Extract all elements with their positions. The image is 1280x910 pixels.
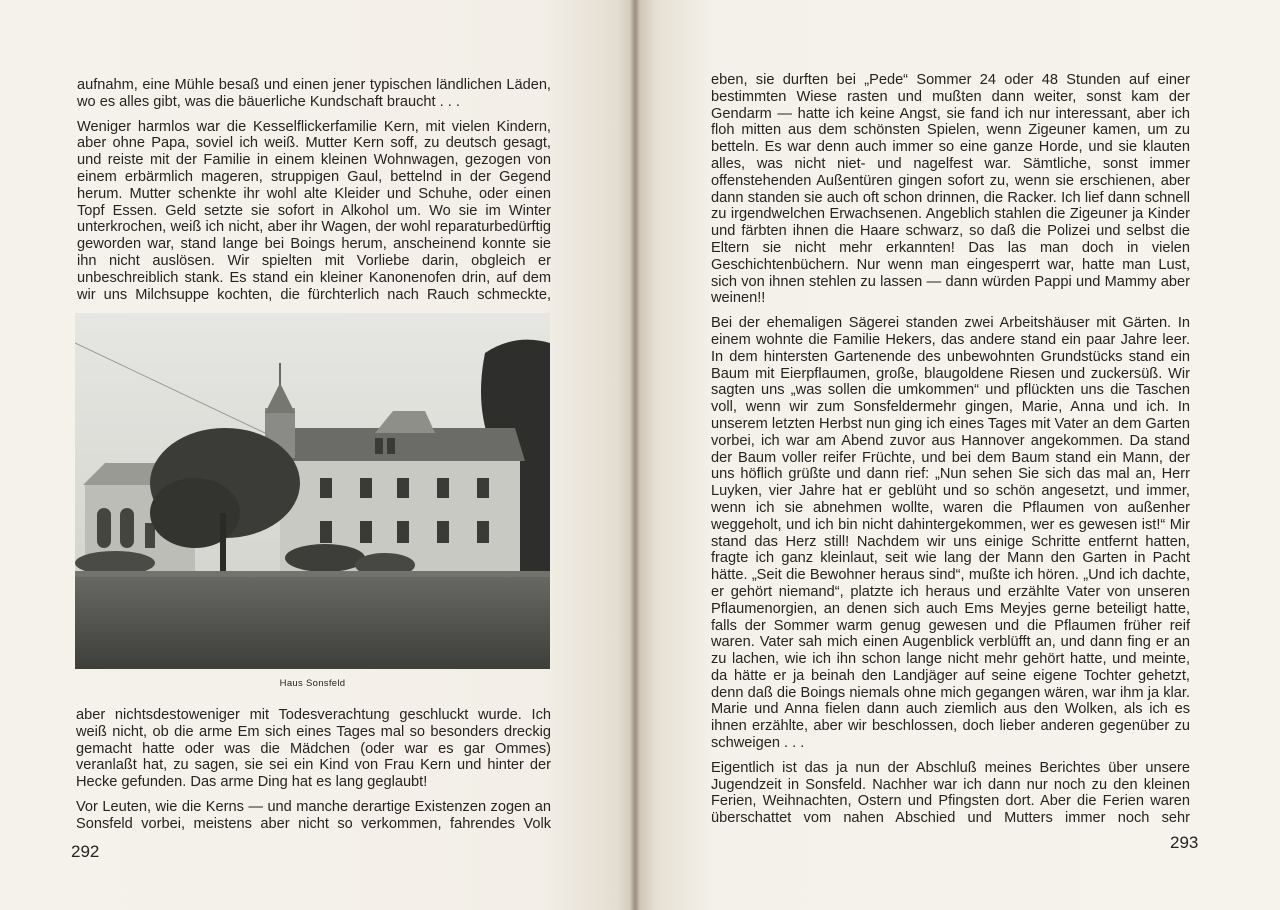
house-sonsfeld-image	[75, 313, 550, 669]
house-photo	[75, 313, 550, 669]
left-page-top-text	[77, 77, 551, 311]
book-gutter	[630, 0, 640, 910]
photo-caption: Haus Sonsfeld	[279, 678, 346, 689]
left-paragraph-1: aufnahm, eine Mühle besaß und einen jener typischen ländlichen Läden, wo es alles gibt, was die bäuerliche Kundschaft braucht . . .	[77, 77, 551, 110]
right-page-text	[711, 72, 1190, 835]
right-paragraph-3: Eigentlich ist das ja nun der Abschluß meines Berichtes über unsere Jugendzeit in Sonsfeld. Nachher war ich dann nur noch zu den kleinen Ferien, Weihnachten, Ostern und Pfingsten dort. Aber die Ferien waren überschattet vom nahen Abschied und Mutters immer noch sehr	[711, 759, 1190, 827]
left-page-bottom-text	[76, 707, 551, 841]
left-paragraph-2: Weniger harmlos war die Kesselflickerfamilie Kern, mit vielen Kindern, aber ohne Papa, soviel ich weiß. Mutter Kern soff, zu deutsch gesagt, und reiste mit der Familie in einem kleinen Wohnwagen, gezogen von einem erbärmlich mageren, struppigen Gaul, bettelnd in der Gegend herum. Mutter schenkte ihr wohl alte Kleider und Schuhe, oder einen Topf Essen. Geld setzte sie sofort in Alkohol um. Wo sie im Winter unterkrochen, weiß ich nicht, aber ihr Wagen, der wohl reparaturbedürftig geworden war, stand lange bei Boings herum, anscheinend konnte sie ihn nicht auslösen. Wir spielten mit Vorliebe darin, obgleich er unbeschreiblich stank. Es stand ein kleiner Kanonenofen drin, auf dem wir uns Milchsuppe kochten, die fürchterlich nach Rauch schmeckte,	[77, 118, 551, 303]
right-paragraph-2: Bei der ehemaligen Sägerei standen zwei Arbeitshäuser mit Gärten. In einem wohnte die Familie Hekers, das andere stand ein paar Jahre leer. In dem hintersten Gartenende des unbewohnten Grundstücks stand ein Baum mit Eierpflaumen, große, blaugoldene Riesen und zuckersüß. Wir sagten uns „was sollen die umkommen“ und pflückten uns die Taschen voll, wenn wir zum Sonsfeldermehr gingen, Marie, Anna und ich. In unserem letzten Herbst nun ging ich eines Tages mit Vater an dem Garten vorbei, ich war am Abend zuvor aus Hannover angekommen. Da stand der Baum voller reifer Früchte, und bei dem Baum stand ein Mann, der uns höflich grüßte und dann rief: „Nun sehen Sie sich das mal an, Herr Luyken, vier Jahre hat er geblüht und so schön angesetzt, und immer, wenn ich sie abnehmen wollte, waren die Pflaumen von außenher weggeholt, und ich bin nicht dahintergekommen, wer es gewesen ist!“ Mir stand das Herz still! Nachdem wir uns einige Schritte entfernt hatten, fragte ich ganz kleinlaut, seit wie lang der Mann den Garten in Pacht hätte. „Seit die Bewohner heraus sind“, mußte ich hören. „Und ich dachte, er gehört niemand“, platzte ich heraus und erzählte Vater von unseren Pflaumenorgien, an denen sich auch Ems Meyjes gerne beteiligt hatte, falls der Sommer warm genug gewesen und die Pflaumen früher reif waren. Vater sah mich einen Augenblick verblüfft an, und dann fing er an zu lachen, wie ich ihn schon lange nicht mehr gehört hatte, und meinte, da hätte er ja beinah den Landjäger auf seine eigene Tochter gehetzt, denn daß die Boings niemals ohne mich gegangen wären, war ihm ja klar. Marie und Anna fielen dann auch ziemlich aus den Wolken, als ich es ihnen erzählte, aber wir beschlossen, doch lieber anderen gegenüber zu schweigen . . .	[711, 315, 1190, 752]
right-paragraph-1: eben, sie durften bei „Pede“ Sommer 24 oder 48 Stunden auf einer bestimmten Wiese rasten und mußten dann weiter, sonst kam der Gendarm — hatte ich keine Angst, sie fand ich nur interessant, aber ich floh mitten aus dem schönsten Spielen, wenn Zigeuner kamen, um zu betteln. Es war denn auch immer so eine ganze Horde, und sie klauten alles, was nicht niet- und nagelfest war. Sämtliche, sonst immer offenstehenden Außentüren gingen sofort zu, wenn sie erschienen, aber dann standen sie auch oft schon drinnen, die Racker. Ich lief dann schnell zu irgendwelchen Erwachsenen. Angeblich stahlen die Zigeuner ja Kinder und färbten ihnen die Haare schwarz, so daß die Polizei und selbst die Eltern sie nicht mehr erkannten! Das las man doch in vielen Geschichtenbüchern. Nur wenn man eingesperrt war, hatte man Lust, sich von ihnen stehlen zu lassen — dann würden Pappi und Mammy aber weinen!!	[711, 72, 1190, 307]
left-paragraph-3: aber nichtsdestoweniger mit Todesverachtung geschluckt wurde. Ich weiß nicht, ob die arme Em sich eines Tages mal so besonders dreckig gemacht hatte oder was die Mädchen (oder war es gar Ommes) veranlaßt hat, zu sagen, sie sei ein Kind von Frau Kern und hinter der Hecke gefunden. Das arme Ding hat es lang geglaubt!	[76, 707, 551, 791]
left-paragraph-4: Vor Leuten, wie die Kerns — und manche derartige Existenzen zogen an Sonsfeld vorbei, meistens aber nicht so verkommen, fahrendes Volk	[76, 798, 551, 832]
page-number-right: 293	[1170, 833, 1199, 852]
page-number-left: 292	[71, 842, 100, 861]
